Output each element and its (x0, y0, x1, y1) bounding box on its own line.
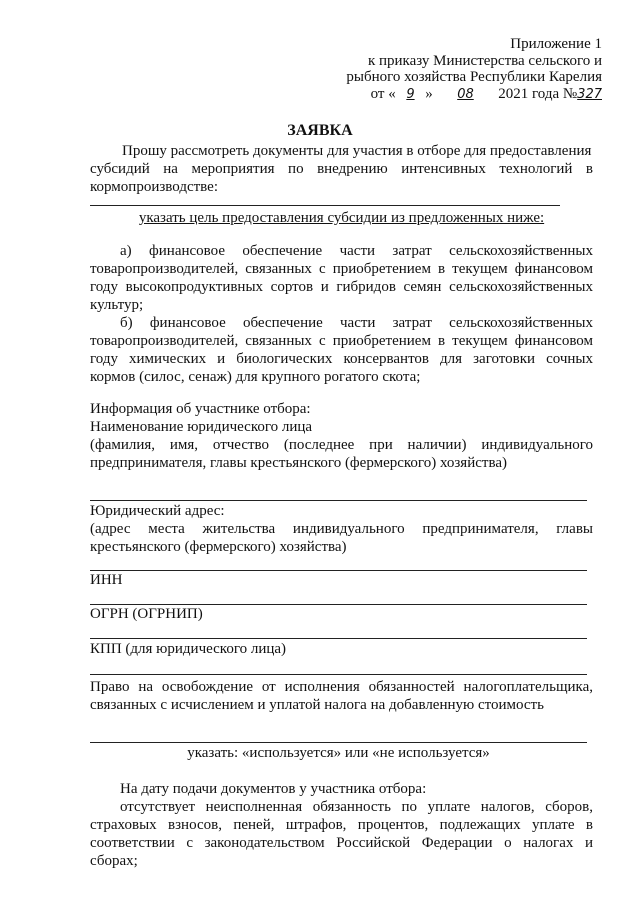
entity-name-label: Наименование юридического лица (90, 419, 313, 435)
address-fill-line[interactable] (90, 570, 587, 571)
legal-address-label: Юридический адрес: (90, 503, 225, 519)
ogrn-label: ОГРН (ОГРНИП) (90, 606, 203, 622)
status-line-4: соответствии с законодательством Российской Федерации о налогах и (90, 835, 593, 851)
option-b-line-2: товаропроизводителей, связанных с приобретением в текущем финансовом (90, 333, 593, 349)
date-day: 9 (406, 86, 415, 102)
order-number: 327 (577, 86, 602, 102)
ogrn-fill-line[interactable] (90, 638, 587, 639)
vat-line-1: Право на освобождение от исполнения обязанностей налогоплательщика, (90, 679, 593, 695)
intro-line-1: Прошу рассмотреть документы для участия в отборе для предоставления (122, 143, 592, 159)
purpose-fill-line[interactable] (90, 205, 560, 206)
appendix-header (346, 36, 602, 103)
intro-line-3: кормопроизводстве: (90, 179, 218, 195)
entity-name-fill-line[interactable] (90, 500, 587, 501)
option-b-line-4: кормов (силос, сенаж) для крупного рогатого скота; (90, 369, 421, 385)
date-year: 2021 года (498, 85, 560, 102)
status-line-2: отсутствует неисполненная обязанность по уплате налогов, сборов, (120, 799, 593, 815)
purpose-hint: указать цель предоставления субсидии из предложенных ниже: (138, 210, 545, 226)
intro-line-2: субсидий на мероприятия по внедрению интенсивных технологий в (90, 161, 593, 177)
order-number-prefix: № (562, 85, 578, 102)
date-month: 08 (457, 86, 474, 102)
vat-fill-line[interactable] (90, 742, 587, 743)
address-note-1: (адрес места жительства индивидуального предпринимателя, главы (90, 521, 593, 537)
option-a-line-1: а) финансовое обеспечение части затрат сельскохозяйственных (120, 243, 593, 259)
appendix-label: Приложение 1 (510, 36, 602, 52)
option-a-line-2: товаропроизводителей, связанных с приобретением в текущем финансовом (90, 261, 593, 277)
vat-hint: указать: «используется» или «не используется» (187, 745, 490, 761)
participant-heading: Информация об участнике отбора: (90, 401, 311, 417)
status-line-3: страховых взносов, пеней, штрафов, процентов, подлежащих уплате в (90, 817, 593, 833)
kpp-fill-line[interactable] (90, 674, 587, 675)
document-title: ЗАЯВКА (287, 122, 353, 139)
entity-name-note-1: (фамилия, имя, отчество (последнее при наличии) индивидуального (90, 437, 593, 453)
vat-line-2: связанных с исчислением и уплатой налога на добавленную стоимость (90, 697, 544, 713)
date-prefix: от « (370, 85, 396, 102)
inn-label: ИНН (90, 572, 123, 588)
entity-name-note-2: предпринимателя, главы крестьянского (фермерского) хозяйства) (90, 455, 507, 471)
kpp-label: КПП (для юридического лица) (90, 641, 287, 657)
order-ref-line-1: к приказу Министерства сельского и (367, 52, 602, 69)
order-ref-line-2: рыбного хозяйства Республики Карелия (346, 69, 602, 85)
option-b-line-1: б) финансовое обеспечение части затрат сельскохозяйственных (120, 315, 593, 331)
address-note-2: крестьянского (фермерского) хозяйства) (90, 539, 347, 555)
option-a-line-3: году высокопродуктивных сортов и гибридов семян сельскохозяйственных (90, 279, 593, 295)
status-line-1: На дату подачи документов у участника отбора: (120, 781, 427, 797)
option-a-line-4: культур; (90, 297, 144, 313)
status-line-5: сборах; (90, 853, 138, 869)
order-date-line (346, 86, 602, 104)
date-mid: » (425, 85, 433, 102)
option-b-line-3: году химических и биологических консервантов для заготовки сочных (90, 351, 593, 367)
